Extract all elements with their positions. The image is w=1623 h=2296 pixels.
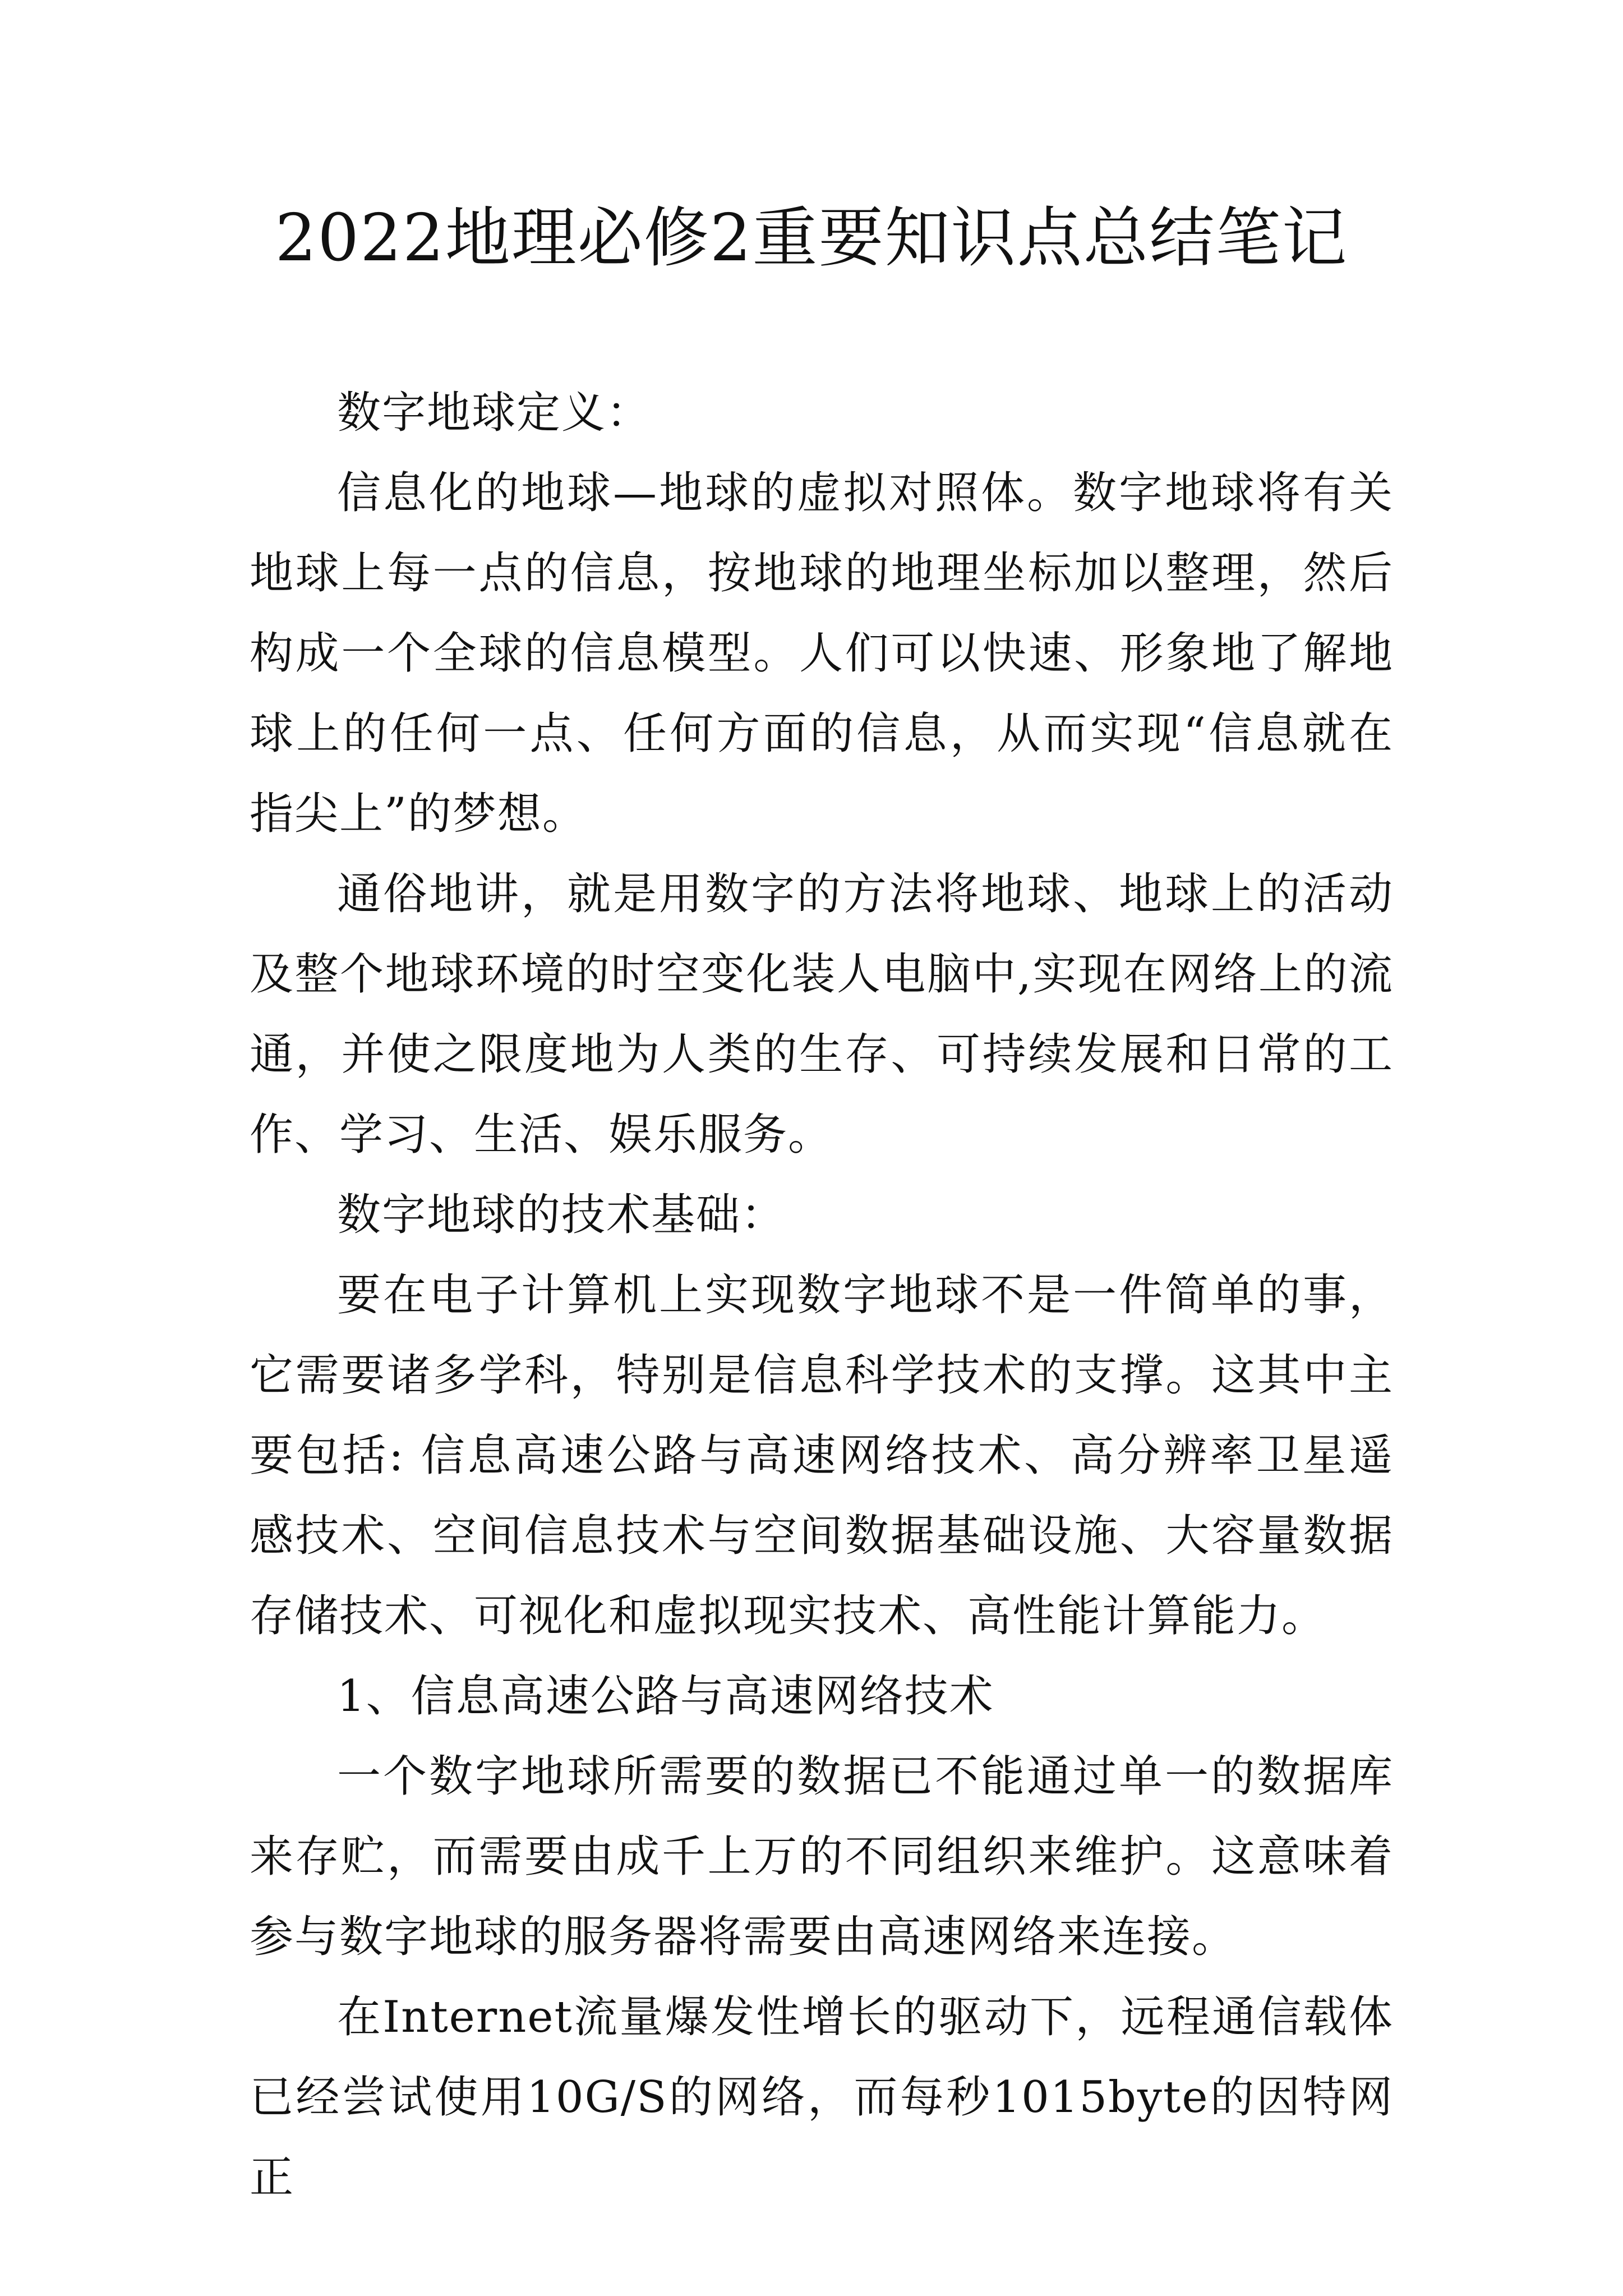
document-title: 2022地理必修2重要知识点总结笔记 — [275, 200, 1348, 276]
document-body — [250, 373, 1394, 2218]
paragraph-section-1-heading: 1、信息高速公路与高速网络技术 — [337, 1671, 994, 1722]
paragraph-definition-heading: 数字地球定义： — [337, 388, 652, 438]
paragraph-internet-growth: 在Internet流量爆发性增长的驱动下，远程通信载体已经尝试使用10G/S的网络，而每秒1015byte的因特网正 — [250, 1992, 1394, 2203]
paragraph-definition: 信息化的地球—地球的虚拟对照体。数字地球将有关地球上每一点的信息，按地球的地理坐标加以整理，然后构成一个全球的信息模型。人们可以快速、形象地了解地球上的任何一点、任何方面的信息，从而实现“信息就在指尖上”的梦想。 — [250, 468, 1394, 839]
paragraph-tech-basis: 要在电子计算机上实现数字地球不是一件简单的事，它需要诸多学科，特别是信息科学技术的支撑。这其中主要包括: 信息高速公路与高速网络技术、高分辨率卫星遥感技术、空间信息技术与空间数据基础设施、大容量数据存储技术、可视化和虚拟现实技术、高性能计算能力。 — [250, 1270, 1394, 1641]
paragraph-section-1-text: 一个数字地球所需要的数据已不能通过单一的数据库来存贮，而需要由成千上万的不同组织来维护。这意味着参与数字地球的服务器将需要由高速网络来连接。 — [250, 1751, 1394, 1962]
paragraph-plain-explanation: 通俗地讲，就是用数字的方法将地球、地球上的活动及整个地球环境的时空变化装人电脑中,实现在网络上的流通，并使之限度地为人类的生存、可持续发展和日常的工作、学习、生活、娱乐服务。 — [250, 869, 1394, 1160]
paragraph-tech-basis-heading: 数字地球的技术基础： — [337, 1190, 786, 1240]
